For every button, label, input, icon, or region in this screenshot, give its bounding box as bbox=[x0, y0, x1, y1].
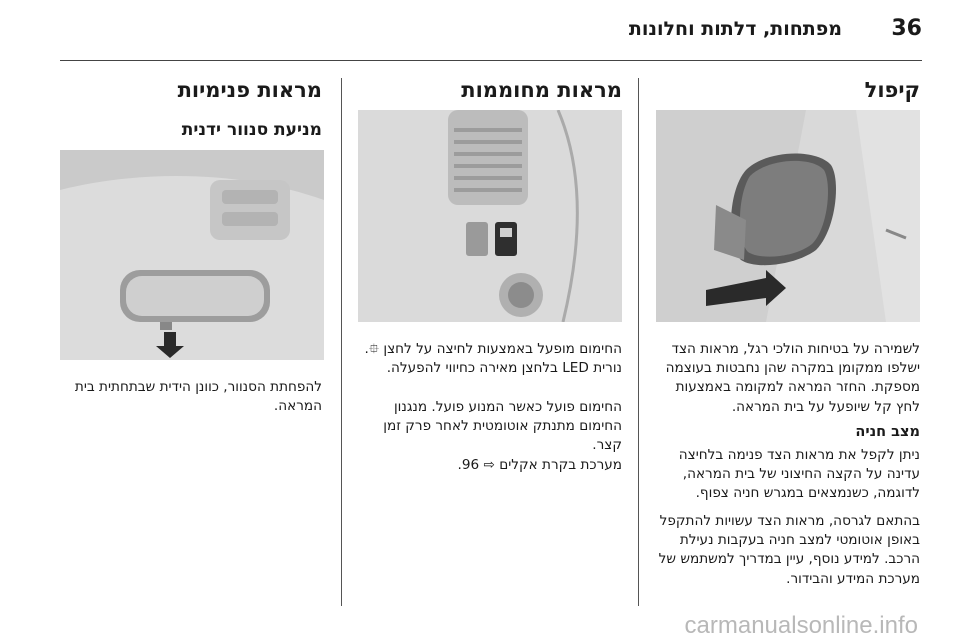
section-title-interior-mirrors: מראות פנימיות bbox=[177, 78, 322, 102]
section-title-folding: קיפול bbox=[864, 78, 920, 102]
watermark: carmanualsonline.info bbox=[684, 612, 918, 639]
antidazzle-paragraph: להפחתת הסנוור, כוונן הידית שבתחתית בית המראה. bbox=[74, 379, 322, 415]
page-header-title: מפתחות, דלתות וחלונות bbox=[628, 18, 842, 40]
page-number: 36 bbox=[891, 16, 922, 41]
section-title-heated-mirrors: מראות מחוממות bbox=[461, 78, 622, 102]
interior-mirror-illustration bbox=[60, 150, 324, 360]
heated-paragraph-1: החימום מופעל באמצעות לחיצה על לחצן ⯐. נורית LED בלחצן מאירה כחיווי להפעלה. bbox=[364, 341, 622, 377]
column-divider-right bbox=[638, 78, 639, 606]
heated-mirror-button-illustration bbox=[358, 110, 622, 322]
folding-paragraph: לשמירה על בטיחות הולכי רגל, מראות הצד ישלפו ממקומן במקרה שהן נחבטות בעוצמה מספקת. החזר המראה למקומה באמצעות לחץ קל שיופעל על בית המראה. bbox=[665, 341, 920, 415]
parking-paragraph-1: ניתן לקפל את מראות הצד פנימה בלחיצה עדינה על הקצה החיצוני של בית המראה, לדוגמה, כשנמצאים במגרש חניה צפוף. bbox=[678, 447, 920, 502]
heated-paragraph-2: החימום פועל כאשר המנוע פועל. מנגנון החימום מתנתק אוטומטית לאחר פרק זמן קצר. bbox=[383, 399, 622, 454]
subsection-title-parking: מצב חניה bbox=[855, 424, 920, 440]
parking-paragraph-2: בהתאם לגרסה, מראות הצד עשויות להתקפל באופן אוטומטי למצב חניה בעקבות נעילת הרכב. למידע נוסף, עיין במדריך למשתמש של מערכת המידע והבידור. bbox=[658, 513, 920, 587]
climate-control-reference: מערכת בקרת אקלים ⇨ 96. bbox=[457, 457, 622, 473]
subtitle-manual-antidazzle: מניעת סנוור ידנית bbox=[181, 120, 322, 140]
header-rule bbox=[60, 60, 922, 61]
mirror-folding-illustration bbox=[656, 110, 920, 322]
column-divider-left bbox=[341, 78, 342, 606]
